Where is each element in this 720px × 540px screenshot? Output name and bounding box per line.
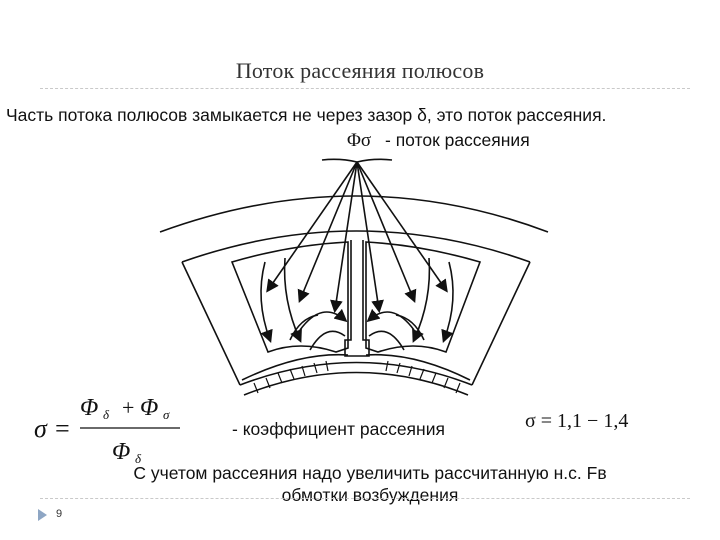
numerator-phi-b: Φ <box>140 395 159 421</box>
footer-divider <box>40 498 690 499</box>
title-divider <box>40 88 690 89</box>
intro-text: Часть потока полюсов замыкается не через зазор δ, это поток рассеяния. <box>6 105 607 125</box>
flux-symbol: Φσ <box>347 130 372 151</box>
numerator-plus: + <box>122 395 135 420</box>
sector-right-side <box>472 262 530 385</box>
numerator-phi-a: Φ <box>80 395 99 421</box>
sigma-range: σ = 1,1 − 1,4 <box>525 410 629 432</box>
formula-lhs: σ = <box>34 414 71 443</box>
left-pole-shoe <box>242 355 348 380</box>
slide-title: Поток рассеяния полюсов <box>235 58 485 83</box>
yoke-outer-arc <box>160 196 548 232</box>
yoke-inner-arc <box>182 231 530 262</box>
denominator-sub: δ <box>135 451 142 466</box>
sector-left-side <box>182 262 240 385</box>
note-text <box>80 462 660 506</box>
note-line-2: обмотки возбуждения <box>281 485 459 505</box>
sigma-formula <box>30 395 200 470</box>
pole-leakage-diagram <box>140 150 580 400</box>
numerator-sub-b: σ <box>163 407 170 422</box>
right-pole-outline <box>366 242 480 352</box>
denominator-phi: Φ <box>112 439 131 465</box>
flux-label: - поток рассеяния <box>385 130 530 150</box>
page-number: 9 <box>56 508 63 520</box>
numerator-sub-a: δ <box>103 407 110 422</box>
page-marker-icon <box>38 509 47 521</box>
coefficient-label: - коэффициент рассеяния <box>232 419 445 439</box>
right-pole-shoe <box>366 355 470 380</box>
note-line-1: С учетом рассеяния надо увеличить рассчитанную н.с. Fв <box>133 463 607 483</box>
